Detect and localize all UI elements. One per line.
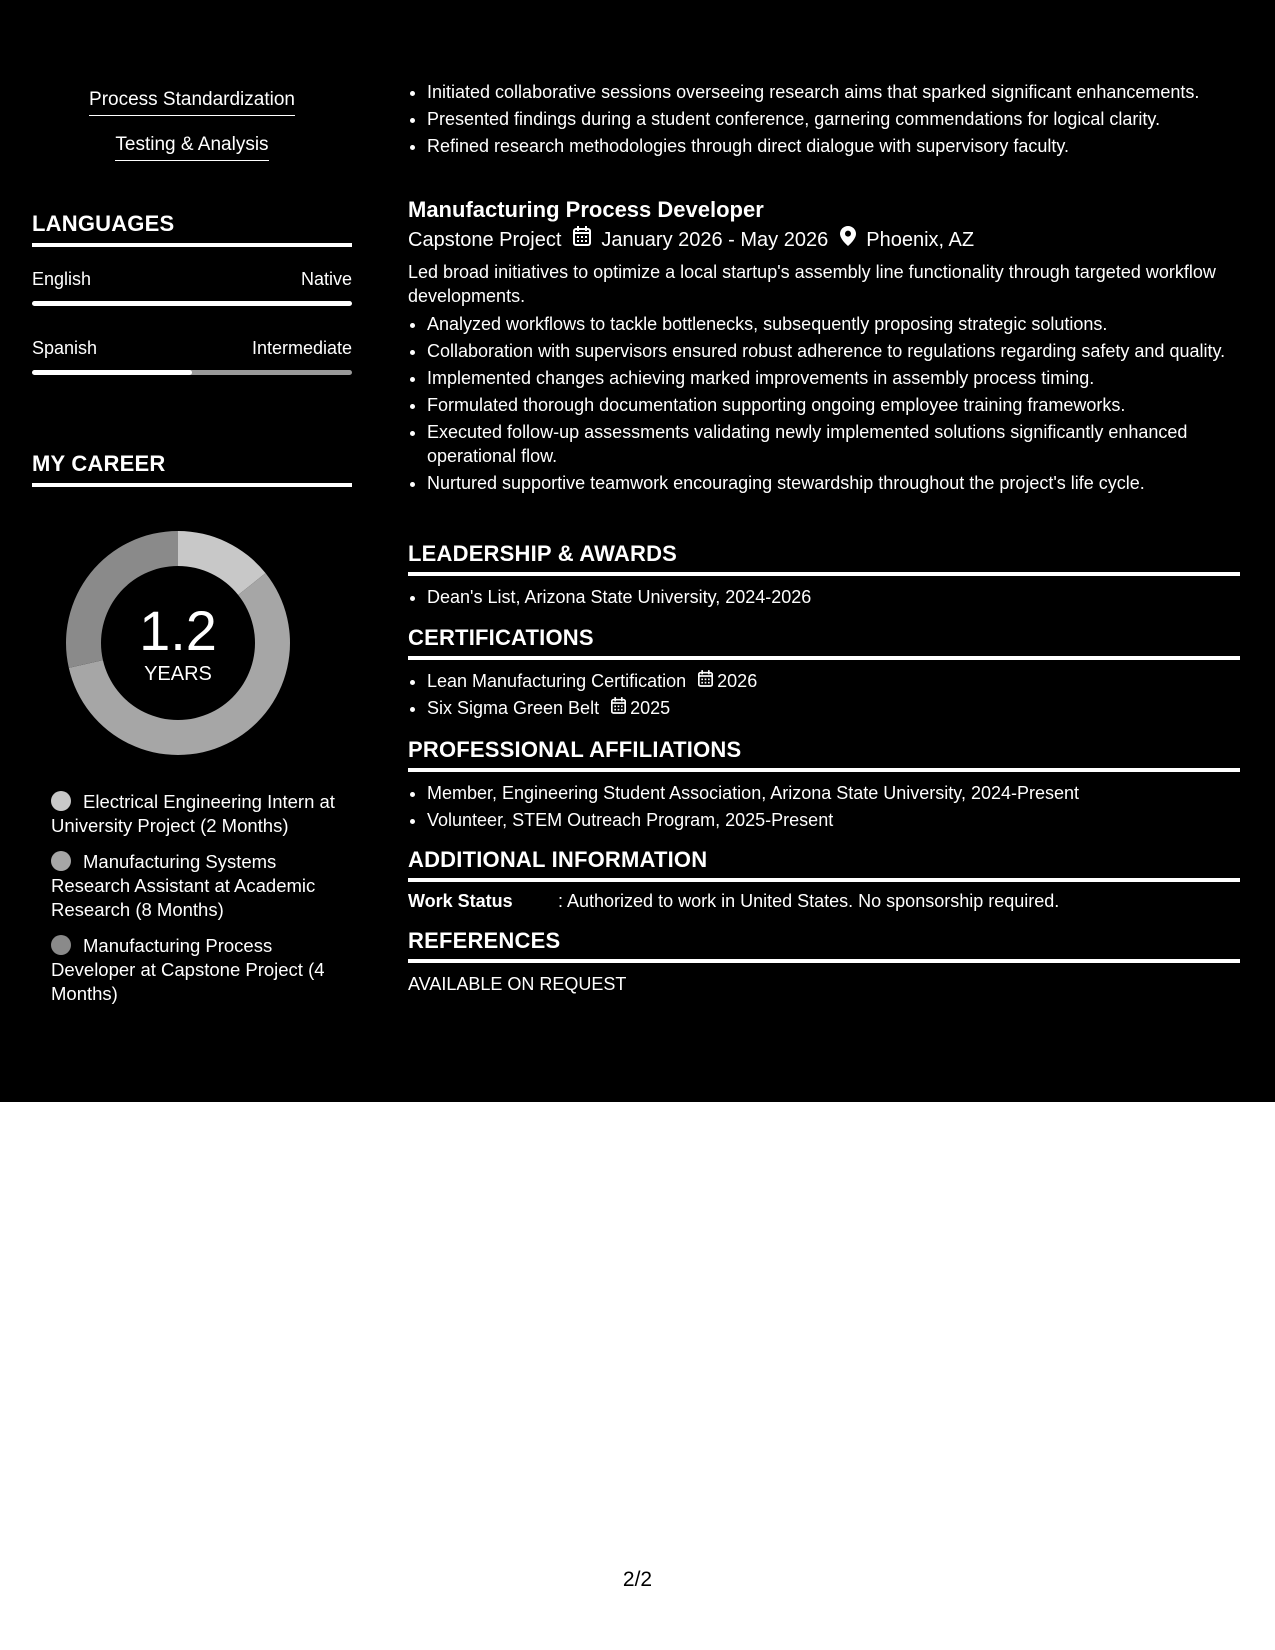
language-level: Intermediate: [251, 338, 352, 358]
language-bar-fill: [32, 301, 352, 306]
additional-info-section: [408, 847, 1240, 913]
career-total-unit: YEARS: [144, 663, 212, 685]
skill-label: Process Standardization: [89, 87, 295, 116]
work-status-value: : Authorized to work in United States. No sponsorship required.: [558, 891, 1060, 911]
affiliations-list: [408, 781, 1240, 832]
legend-dot-icon: [51, 851, 71, 871]
language-level: Native: [300, 269, 352, 289]
language-bar-fill: [32, 370, 192, 375]
job-title: Manufacturing Process Developer: [408, 197, 764, 222]
sidebar: [32, 0, 352, 1102]
bullet-item: • Analyzed workflows to tackle bottlenecks, subsequently proposing strategic solutions.: [427, 312, 1240, 336]
work-status-label: Work Status: [408, 891, 513, 911]
career-legend-item: [51, 934, 341, 1006]
references-section: [408, 928, 1240, 996]
references-heading: REFERENCES: [408, 928, 1240, 963]
career-heading: MY CAREER: [32, 451, 352, 487]
job-dates: January 2026 - May 2026: [601, 229, 829, 251]
career-legend-item: [51, 790, 341, 838]
bullet-item: • Dean's List, Arizona State University, 2024-2026: [427, 585, 1240, 609]
language-bar: [32, 301, 352, 306]
career-legend-label: Electrical Engineering Intern at University Project (2 Months): [51, 791, 335, 836]
career-legend-item: [51, 850, 341, 922]
certifications-list: [408, 669, 1240, 720]
certifications-section: [408, 625, 1240, 723]
job-bullets: [408, 312, 1240, 495]
bullet-item: • Presented findings during a student conference, garnering commendations for logical clarity.: [427, 107, 1240, 131]
bullet-item: • Refined research methodologies through direct dialogue with supervisory faculty.: [427, 134, 1240, 158]
certification-year: 2026: [717, 671, 758, 691]
skill-item: [32, 87, 352, 116]
page-number: 2/2: [622, 1568, 653, 1591]
certifications-heading: CERTIFICATIONS: [408, 625, 1240, 660]
calendar-icon: [573, 226, 591, 254]
calendar-icon: [698, 669, 713, 693]
bullet-item: • Initiated collaborative sessions overseeing research aims that sparked significant enhancements.: [427, 80, 1240, 104]
work-status-row: [408, 889, 1240, 913]
affiliations-section: [408, 737, 1240, 835]
legend-dot-icon: [51, 935, 71, 955]
bullet-item: • Nurtured supportive teamwork encouraging stewardship throughout the project's life cycle.: [427, 471, 1240, 495]
bullet-item: • Executed follow-up assessments validating newly implemented solutions significantly enhanced operational flow.: [427, 420, 1240, 468]
leadership-heading: LEADERSHIP & AWARDS: [408, 541, 1240, 576]
job-company: Capstone Project: [408, 229, 562, 251]
certification-item: [427, 696, 1240, 720]
bullet-item: • Member, Engineering Student Association, Arizona State University, 2024-Present: [427, 781, 1240, 805]
career-legend-label: Manufacturing Process Developer at Capstone Project (4 Months): [51, 935, 325, 1004]
bullet-item: • Collaboration with supervisors ensured robust adherence to regulations regarding safety and quality.: [427, 339, 1240, 363]
career-legend-label: Manufacturing Systems Research Assistant at Academic Research (8 Months): [51, 851, 316, 920]
bullet-item: • Implemented changes achieving marked improvements in assembly process timing.: [427, 366, 1240, 390]
calendar-icon: [611, 696, 626, 720]
career-legend: [51, 790, 341, 1018]
language-row: [32, 267, 352, 291]
job-meta: [408, 226, 1240, 254]
career-total-value: 1.2: [139, 599, 217, 662]
previous-job-bullets: [408, 80, 1240, 161]
certification-year: 2025: [630, 698, 671, 718]
map-pin-icon: [840, 226, 856, 254]
career-donut-chart: [66, 531, 290, 755]
affiliations-heading: PROFESSIONAL AFFILIATIONS: [408, 737, 1240, 772]
job-entry: [408, 196, 1240, 498]
certification-item: [427, 669, 1240, 693]
languages-heading: LANGUAGES: [32, 211, 352, 247]
job-location: Phoenix, AZ: [866, 229, 975, 251]
language-row: [32, 336, 352, 360]
leadership-section: [408, 541, 1240, 612]
language-name: Spanish: [32, 338, 98, 358]
language-name: English: [32, 269, 92, 289]
language-bar: [32, 370, 352, 375]
bullet-item: • Formulated thorough documentation supporting ongoing employee training frameworks.: [427, 393, 1240, 417]
certification-name: • Six Sigma Green Belt: [427, 698, 600, 718]
skill-label: Testing & Analysis: [115, 132, 268, 161]
leadership-list: [408, 585, 1240, 609]
additional-info-heading: ADDITIONAL INFORMATION: [408, 847, 1240, 882]
skill-item: [32, 132, 352, 161]
job-description: Led broad initiatives to optimize a local startup's assembly line functionality through targeted workflow developments.: [408, 262, 1216, 306]
legend-dot-icon: [51, 791, 71, 811]
references-text: AVAILABLE ON REQUEST: [408, 974, 627, 994]
bullet-item: • Volunteer, STEM Outreach Program, 2025-Present: [427, 808, 1240, 832]
certification-name: • Lean Manufacturing Certification: [427, 671, 687, 691]
